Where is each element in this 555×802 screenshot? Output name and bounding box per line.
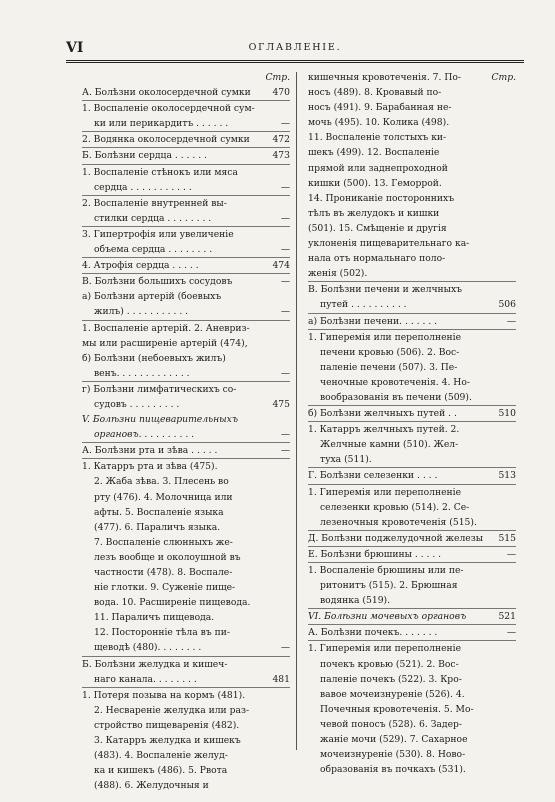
toc-entry-line [82, 366, 290, 381]
toc-entry-line [308, 115, 516, 130]
toc-entry-line [82, 778, 290, 793]
toc-entry-text: рту (476). 4. Молочница или [94, 491, 233, 503]
toc-entry-line [308, 390, 516, 405]
toc-entry-text: 1. Воспаленіе артерій. 2. Аневриз- [82, 322, 250, 334]
toc-entry-line [308, 251, 516, 266]
toc-entry-line [308, 360, 516, 375]
toc-entry-text: 2. Несвареніе желудка или раз- [94, 704, 250, 716]
column-divider [296, 72, 297, 750]
toc-entry-text: 3. Гипертрофія или увеличеніе [82, 228, 234, 240]
toc-entry-line [82, 505, 290, 520]
toc-entry-text: Г. Болѣзни селезенки . . . . [308, 470, 438, 482]
toc-entry-line [308, 221, 516, 236]
toc-entry-line [82, 289, 290, 304]
toc-entry-page: — [280, 306, 290, 318]
toc-entry-line [308, 687, 516, 702]
toc-entry-line [82, 474, 290, 489]
toc-entry-text: селезенки кровью (514). 2. Се- [320, 501, 470, 513]
toc-left-column [82, 70, 290, 793]
toc-entry-text: мы или расширеніе артерій (474), [82, 337, 248, 349]
toc-entry-text: чевой поносъ (528). 6. Задер- [320, 718, 462, 730]
toc-entry-page: Стр. [491, 72, 516, 83]
toc-entry-text: паленіе печени (507). 3. Пе- [320, 361, 458, 373]
toc-entry-text: шекъ (499). 12. Воспаленіе [308, 147, 440, 159]
toc-entry-line [82, 132, 290, 147]
toc-entry-line [308, 762, 516, 777]
toc-entry-line [82, 490, 290, 505]
toc-entry-line [82, 227, 290, 242]
toc-entry-text: 11. Параличъ пищевода. [94, 612, 215, 624]
toc-entry-line [308, 130, 516, 145]
toc-entry-text: (501). 15. Смѣщеніе и другія [308, 222, 447, 234]
toc-entry-text: объема сердца . . . . . . . . [94, 244, 213, 256]
toc-entry-text: ритонитъ (515). 2. Брюшная [320, 580, 458, 592]
toc-entry-text: прямой или заднепроходной [308, 162, 448, 174]
toc-entry-line [82, 412, 290, 427]
toc-entry-page: 515 [498, 532, 516, 544]
toc-entry-text: 1. Потеря позыва на кормъ (481). [82, 689, 246, 701]
toc-entry-text: (483). 4. Воспаленіе желуд- [94, 750, 228, 762]
page-number: VI [66, 40, 84, 56]
page-title: ОГЛАВЛЕНІЕ. [248, 42, 342, 53]
toc-entry-text: стройство пищеваренія (482). [94, 719, 240, 731]
toc-entry-line [82, 382, 290, 397]
toc-entry-line [82, 580, 290, 595]
toc-entry-line [82, 321, 290, 336]
toc-entry-page: 513 [498, 470, 516, 482]
toc-entry-line [308, 672, 516, 687]
toc-entry-line [82, 180, 290, 195]
toc-entry-line [308, 468, 516, 483]
toc-entry-text: б) Болѣзни (небоевыхъ жилъ) [82, 352, 226, 364]
toc-entry-line [82, 116, 290, 131]
toc-entry-line [82, 640, 290, 655]
toc-entry-text: а) Болѣзни печени. . . . . . . [308, 315, 438, 327]
toc-entry-page: 510 [498, 408, 516, 420]
toc-entry-text: ки или перикардитъ . . . . . . [94, 118, 229, 130]
toc-entry-text: афты. 5. Воспаленіе языка [94, 506, 224, 518]
toc-entry-line [308, 70, 516, 85]
toc-entry-line [82, 427, 290, 442]
toc-entry-text: водянка (519). [320, 595, 391, 607]
toc-entry-text: а) Болѣзни артерій (боевыхъ [82, 291, 222, 303]
toc-entry-line [308, 593, 516, 608]
toc-entry-text: 14. Прониканіе постороннихъ [308, 192, 455, 204]
toc-entry-line [82, 703, 290, 718]
toc-entry-page: 481 [272, 673, 290, 685]
toc-entry-line [308, 236, 516, 251]
toc-entry-line [308, 452, 516, 467]
toc-entry-line [82, 70, 290, 85]
toc-entry-line [308, 406, 516, 421]
toc-entry-line [308, 206, 516, 221]
toc-entry-line [82, 443, 290, 458]
toc-entry-text: ніе глотки. 9. Суженіе пище- [94, 582, 236, 594]
toc-entry-text: ченочные кровотеченія. 4. Но- [320, 376, 470, 388]
toc-entry-text: (488). 6. Желудочныя и [94, 780, 209, 792]
toc-entry-text: вода. 10. Расширеніе пищевода. [94, 597, 251, 609]
toc-entry-line [308, 282, 516, 297]
toc-entry-text: почекъ кровью (521). 2. Вос- [320, 658, 459, 670]
toc-entry-text: вообразованія въ печени (509). [320, 391, 472, 403]
toc-entry-text: венъ. . . . . . . . . . . . . [94, 367, 190, 379]
toc-entry-line [82, 85, 290, 100]
toc-entry-line [82, 520, 290, 535]
toc-entry-page: — [280, 212, 290, 224]
toc-entry-line [82, 535, 290, 550]
header-rule-bottom [66, 62, 524, 63]
toc-entry-text: наго канала. . . . . . . . [94, 673, 197, 685]
toc-entry-text: лезъ вообще и околоушной въ [94, 551, 241, 563]
toc-entry-text: А. Болѣзни почекъ. . . . . . . [308, 627, 438, 639]
toc-entry-text: 1. Воспаленіе брюшины или пе- [308, 565, 464, 576]
toc-entry-text: 7. Воспаленіе слюнныхъ же- [94, 536, 233, 548]
toc-entry-text: 1. Воспаленіе стѣнокъ или мяса [82, 166, 238, 178]
toc-entry-text: Желчные камни (510). Жел- [320, 439, 459, 451]
toc-entry-line [308, 641, 516, 656]
toc-entry-line [308, 100, 516, 115]
toc-entry-line [82, 148, 290, 163]
toc-entry-text: путей . . . . . . . . . . [320, 299, 407, 311]
toc-entry-text: 2. Водянка околосердечной сумки [82, 134, 250, 146]
toc-right-column [308, 70, 516, 777]
toc-entry-line [308, 330, 516, 345]
toc-entry-line [82, 748, 290, 763]
toc-entry-line [82, 196, 290, 211]
toc-entry-line [308, 161, 516, 176]
toc-entry-line [308, 266, 516, 281]
toc-entry-line [82, 718, 290, 733]
toc-entry-text: жаніе мочи (529). 7. Сахарное [320, 734, 468, 746]
toc-entry-line [82, 733, 290, 748]
toc-entry-text: V. Болѣзни пищеварительныхъ [82, 414, 238, 426]
toc-entry-text: 12. Посторонніе тѣла въ пи- [94, 627, 230, 639]
toc-entry-text: Е. Болѣзни брюшины . . . . . [308, 548, 442, 560]
toc-entry-line [82, 595, 290, 610]
toc-entry-line [82, 165, 290, 180]
toc-entry-text: Б. Болѣзни желудка и кишеч- [82, 658, 228, 670]
toc-entry-text: 1. Катарръ желчныхъ путей. 2. [308, 424, 460, 436]
toc-entry-line [82, 397, 290, 412]
toc-entry-line [308, 500, 516, 515]
toc-entry-text: 1. Гиперемія или переполненіе [308, 643, 462, 655]
toc-entry-text: нала отъ нормальнаго поло- [308, 253, 446, 265]
toc-entry-page: — [280, 181, 290, 193]
toc-entry-text: б) Болѣзни желчныхъ путей . . [308, 408, 457, 420]
toc-entry-text: уклоненія пищеварительнаго ка- [308, 238, 470, 250]
toc-entry-page: — [280, 642, 290, 654]
toc-entry-text: А. Болѣзни рта и зѣва . . . . . [82, 445, 218, 457]
toc-entry-line [308, 422, 516, 437]
toc-entry-line [82, 304, 290, 319]
toc-entry-text: мочь (495). 10. Колика (498). [308, 117, 450, 129]
toc-entry-text: Б. Болѣзни сердца . . . . . . [82, 150, 207, 162]
toc-entry-line [82, 336, 290, 351]
toc-entry-text: VI. Болѣзни мочевыхъ органовъ [308, 611, 467, 623]
toc-entry-text: ка и кишекъ (486). 5. Рвота [94, 765, 228, 777]
toc-entry-text: А. Болѣзни околосердечной сумки [82, 87, 251, 99]
toc-entry-page: — [506, 548, 516, 560]
toc-entry-page: — [280, 445, 290, 457]
toc-entry-line [82, 274, 290, 289]
toc-entry-page: 506 [498, 299, 516, 311]
toc-entry-line [82, 763, 290, 778]
toc-entry-line [308, 314, 516, 329]
toc-entry-line [308, 547, 516, 562]
toc-entry-line [308, 717, 516, 732]
toc-entry-text: тѣлъ въ желудокъ и кишки [308, 207, 440, 219]
toc-entry-page: — [280, 244, 290, 256]
toc-entry-line [308, 515, 516, 530]
toc-entry-line [82, 459, 290, 474]
toc-entry-text: кишки (500). 13. Геморрой. [308, 177, 442, 189]
toc-entry-text: носъ (491). 9. Барабанная не- [308, 102, 452, 114]
toc-entry-text: образованія въ почкахъ (531). [320, 764, 466, 776]
toc-entry-page: 473 [272, 150, 290, 162]
toc-entry-text: щеводѣ (480). . . . . . . . [94, 642, 202, 654]
toc-entry-line [82, 211, 290, 226]
toc-entry-page: Стр. [265, 72, 290, 83]
toc-entry-text: вавое мочеизнуреніе (526). 4. [320, 688, 465, 700]
toc-entry-text: 1. Гиперемія или переполненіе [308, 486, 462, 498]
toc-entry-text: 1. Воспаленіе околосердечной сум- [82, 103, 255, 115]
page-header [66, 40, 524, 58]
toc-entry-line [308, 485, 516, 500]
toc-entry-line [308, 563, 516, 578]
toc-entry-page: — [506, 315, 516, 327]
toc-entry-page: — [280, 118, 290, 130]
toc-entry-text: печени кровью (506). 2. Вос- [320, 346, 460, 358]
toc-entry-line [82, 657, 290, 672]
toc-entry-line [308, 145, 516, 160]
toc-entry-text: г) Болѣзни лимфатическихъ со- [82, 383, 237, 395]
toc-entry-text: сердца . . . . . . . . . . . [94, 181, 192, 193]
toc-entry-text: 3. Катарръ желудка и кишекъ [94, 735, 241, 747]
toc-entry-text: лезеночныя кровотеченія (515). [320, 516, 477, 528]
toc-entry-text: 2. Воспаленіе внутренней вы- [82, 197, 227, 209]
toc-entry-text: туха (511). [320, 454, 372, 466]
toc-entry-text: судовъ . . . . . . . . . [94, 398, 180, 410]
toc-entry-text: В. Болѣзни печени и желчныхъ [308, 284, 462, 296]
toc-entry-page: 470 [272, 87, 290, 99]
toc-entry-line [82, 688, 290, 703]
toc-entry-text: 1. Гиперемія или переполненіе [308, 331, 462, 343]
toc-entry-text: стилки сердца . . . . . . . . [94, 212, 212, 224]
toc-entry-line [82, 258, 290, 273]
toc-entry-text: В. Болѣзни большихъ сосудовъ [82, 276, 233, 288]
toc-entry-text: 11. Воспаленіе толстыхъ ки- [308, 132, 447, 144]
toc-entry-line [308, 747, 516, 762]
toc-entry-page: — [506, 627, 516, 639]
toc-entry-text: жилъ) . . . . . . . . . . . [94, 306, 189, 318]
toc-entry-line [308, 625, 516, 640]
toc-entry-text: носъ (489). 8. Кровавый по- [308, 87, 442, 99]
toc-entry-line [82, 101, 290, 116]
toc-entry-text: Д. Болѣзни поджелудочной железы [308, 532, 484, 544]
toc-entry-page: 474 [272, 260, 290, 272]
toc-entry-line [308, 345, 516, 360]
toc-entry-line [308, 437, 516, 452]
toc-entry-page: — [280, 367, 290, 379]
toc-entry-text: Почечныя кровотеченія. 5. Мо- [320, 703, 474, 715]
toc-entry-line [308, 176, 516, 191]
toc-entry-line [82, 565, 290, 580]
toc-entry-page: 475 [272, 398, 290, 410]
toc-entry-text: кишечныя кровотеченія. 7. По- [308, 72, 461, 83]
toc-entry-line [308, 191, 516, 206]
toc-entry-line [82, 351, 290, 366]
toc-entry-line [308, 732, 516, 747]
toc-entry-line [308, 531, 516, 546]
toc-entry-text: паленіе почекъ (522). 3. Кро- [320, 673, 462, 685]
toc-entry-line [82, 610, 290, 625]
toc-entry-text: 1. Катарръ рта и зѣва (475). [82, 461, 218, 473]
toc-entry-line [308, 657, 516, 672]
toc-entry-text: женія (502). [308, 268, 368, 280]
toc-entry-text: частности (478). 8. Воспале- [94, 567, 233, 578]
toc-entry-page: — [280, 429, 290, 441]
toc-entry-line [308, 297, 516, 312]
toc-entry-page: 521 [498, 611, 516, 623]
toc-entry-line [308, 578, 516, 593]
header-rule-top [66, 60, 524, 61]
toc-entry-line [82, 672, 290, 687]
toc-entry-line [82, 242, 290, 257]
toc-entry-text: (477). 6. Параличъ языка. [94, 521, 221, 533]
toc-entry-page: 472 [272, 134, 290, 146]
toc-entry-line [82, 550, 290, 565]
toc-entry-text: органовъ. . . . . . . . . . [94, 429, 195, 441]
toc-entry-line [308, 702, 516, 717]
toc-entry-line [308, 85, 516, 100]
toc-entry-text: 4. Атрофія сердца . . . . . [82, 260, 199, 272]
toc-entry-line [308, 609, 516, 624]
toc-entry-text: 2. Жаба зѣва. 3. Плесень во [94, 476, 229, 488]
toc-entry-line [308, 375, 516, 390]
toc-entry-page: — [280, 276, 290, 288]
toc-entry-text: мочеизнуреніе (530). 8. Ново- [320, 749, 466, 761]
toc-entry-line [82, 625, 290, 640]
